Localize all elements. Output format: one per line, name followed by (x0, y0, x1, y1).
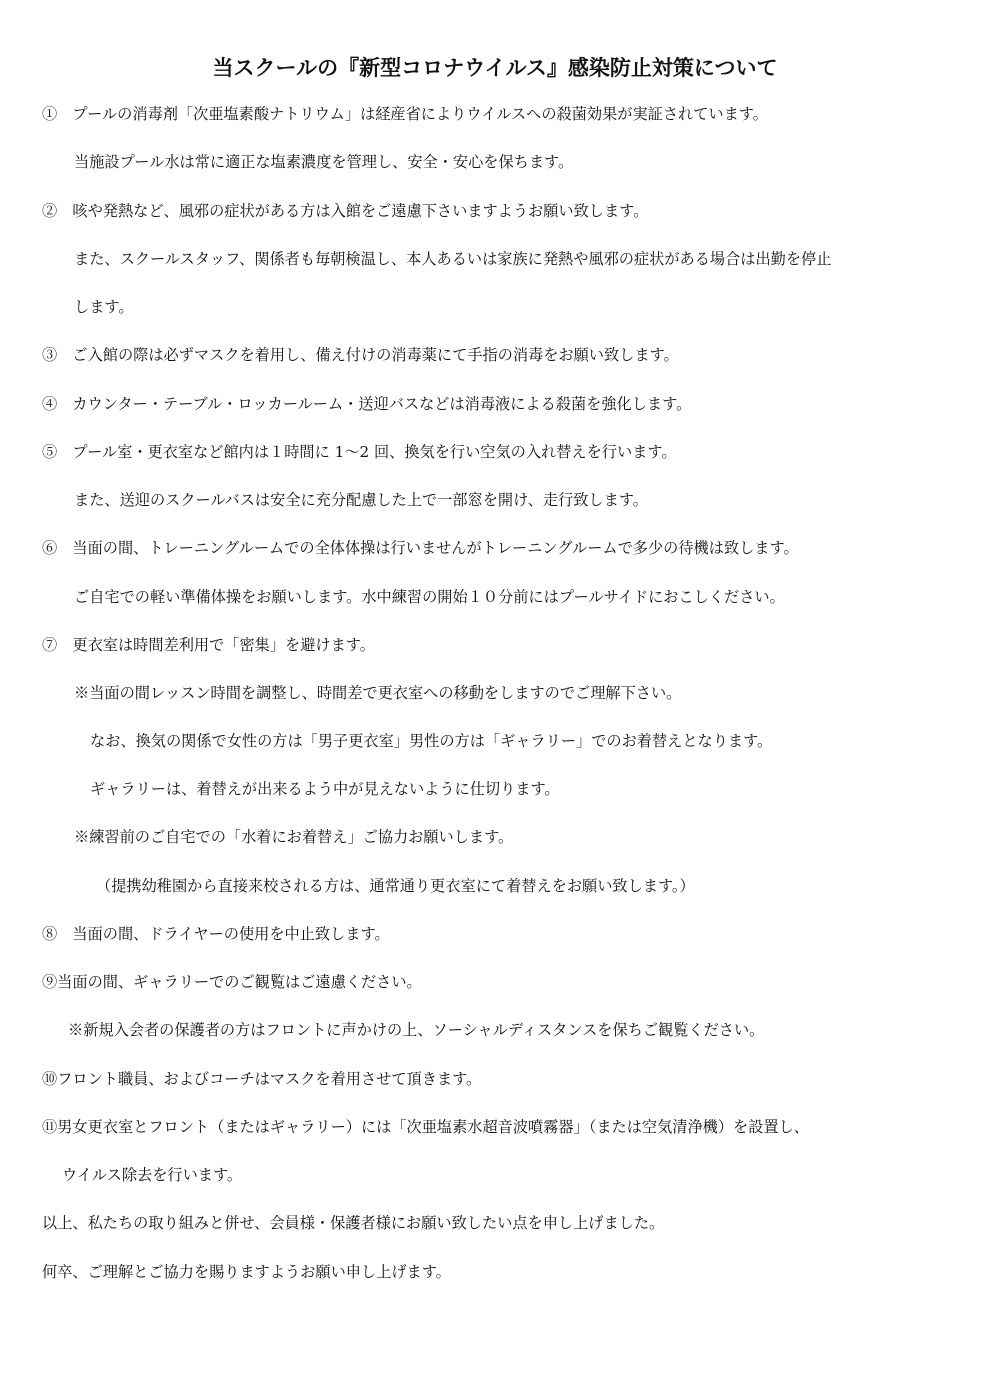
item-7-line-3: なお、換気の関係で女性の方は「男子更衣室」男性の方は「ギャラリー」でのお着替えとなります。 (90, 732, 773, 750)
item-7-line-5: ※練習前のご自宅での「水着にお着替え」ご協力お願いします。 (74, 828, 514, 846)
item-3-line-1: ③ ご入館の際は必ずマスクを着用し、備え付けの消毒薬にて手指の消毒をお願い致します。 (42, 346, 679, 364)
item-7-line-6: （提携幼稚園から直接来校される方は、通常通り更衣室にて着替えをお願い致します。） (96, 877, 695, 895)
item-11-line-1: ⑪男女更衣室とフロント（またはギャラリー）には「次亜塩素水超音波噴霧器」（または空気清浄機）を設置し、 (42, 1118, 809, 1136)
item-9-line-2: ※新規入会者の保護者の方はフロントに声かけの上、ソーシャルディスタンスを保ちご観覧ください。 (68, 1021, 765, 1039)
item-6-line-1: ⑥ 当面の間、トレーニングルームでの全体体操は行いませんがトレーニングルームで多少の待機は致します。 (42, 539, 799, 557)
item-7-line-1: ⑦ 更衣室は時間差利用で「密集」を避けます。 (42, 636, 375, 654)
closing-line-1: 以上、私たちの取り組みと併せ、会員様・保護者様にお願い致したい点を申し上げました。 (42, 1214, 665, 1232)
item-1-line-2: 当施設プール水は常に適正な塩素濃度を管理し、安全・安心を保ちます。 (74, 153, 574, 171)
item-5-line-1: ⑤ プール室・更衣室など館内は１時間に 1〜2 回、換気を行い空気の入れ替えを行います。 (42, 443, 677, 461)
item-11-line-2: ウイルス除去を行います。 (62, 1166, 243, 1184)
closing-line-2: 何卒、ご理解とご協力を賜りますようお願い申し上げます。 (42, 1263, 451, 1281)
item-7-line-2: ※当面の間レッスン時間を調整し、時間差で更衣室への移動をしますのでご理解下さい。 (74, 684, 682, 702)
document-title: 当スクールの『新型コロナウイルス』感染防止対策について (212, 56, 778, 80)
item-8-line-1: ⑧ 当面の間、ドライヤーの使用を中止致します。 (42, 925, 390, 943)
item-2-line-3: します。 (74, 298, 134, 316)
item-2-line-1: ② 咳や発熱など、風邪の症状がある方は入館をご遠慮下さいますようお願い致します。 (42, 202, 649, 220)
item-1-line-1: ① プールの消毒剤「次亜塩素酸ナトリウム」は経産省によりウイルスへの殺菌効果が実証されています。 (42, 105, 768, 123)
item-5-line-2: また、送迎のスクールバスは安全に充分配慮した上で一部窓を開け、走行致します。 (74, 491, 648, 509)
item-2-line-2: また、スクールスタッフ、関係者も毎朝検温し、本人あるいは家族に発熱や風邪の症状がある場合は出勤を停止 (74, 250, 832, 268)
item-10-line-1: ⑩フロント職員、およびコーチはマスクを着用させて頂きます。 (42, 1070, 482, 1088)
item-7-line-4: ギャラリーは、着替えが出来るよう中が見えないように仕切ります。 (90, 780, 560, 798)
item-4-line-1: ④ カウンター・テーブル・ロッカールーム・送迎バスなどは消毒液による殺菌を強化します。 (42, 395, 692, 413)
item-9-line-1: ⑨当面の間、ギャラリーでのご観覧はご遠慮ください。 (42, 973, 422, 991)
item-6-line-2: ご自宅での軽い準備体操をお願いします。水中練習の開始１０分前にはプールサイドにおこしください。 (74, 588, 785, 606)
